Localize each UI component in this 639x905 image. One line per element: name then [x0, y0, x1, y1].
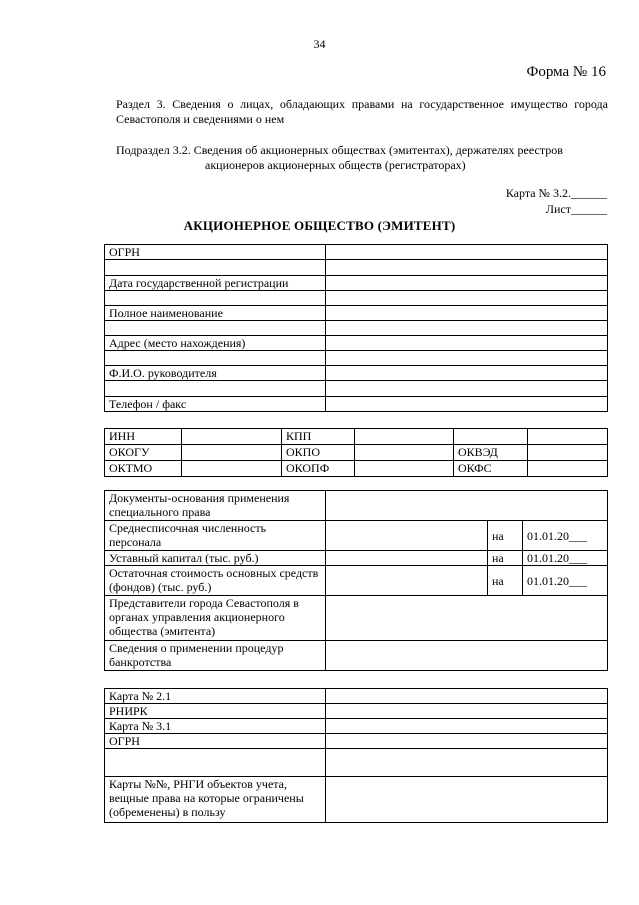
- label-address: Адрес (место нахождения): [105, 336, 326, 351]
- section-heading: Раздел 3. Сведения о лицах, обладающих правами на государственное имущество города Севастополя и сведениями о нем: [116, 97, 608, 126]
- label-rnirk: РНИРК: [105, 704, 326, 719]
- label-okved: ОКВЭД: [454, 445, 528, 461]
- label-okogu: ОКОГУ: [105, 445, 182, 461]
- label-okopf: ОКОПФ: [282, 461, 355, 477]
- field-ogrn[interactable]: [326, 245, 608, 260]
- card-number: Карта № 3.2.______: [505, 186, 607, 200]
- subsection-heading: Подраздел 3.2. Сведения об акционерных обществах (эмитентах), держателях реестров: [116, 143, 563, 157]
- field-reps[interactable]: [326, 596, 608, 641]
- field-card31[interactable]: [326, 719, 608, 734]
- field-capital-date[interactable]: 01.01.20___: [523, 551, 608, 566]
- label-on: на: [488, 521, 523, 551]
- field-reg-date[interactable]: [326, 276, 608, 291]
- label-residual: Остаточная стоимость основных средств (фондов) (тыс. руб.): [105, 566, 326, 596]
- field-okpo[interactable]: [355, 445, 454, 461]
- subsection-heading-cont: акционеров акционерных обществ (регистраторах): [205, 158, 466, 172]
- label-inn: ИНН: [105, 429, 182, 445]
- codes-table: [104, 428, 608, 477]
- label-ogrn2: ОГРН: [105, 734, 326, 749]
- label-bankruptcy: Сведения о применении процедур банкротства: [105, 641, 326, 671]
- field-phone[interactable]: [326, 397, 608, 412]
- label-ogrn: ОГРН: [105, 245, 326, 260]
- field-okfs[interactable]: [528, 461, 608, 477]
- page-number: 34: [313, 37, 326, 51]
- label-phone: Телефон / факс: [105, 397, 326, 412]
- field-staff[interactable]: [326, 521, 488, 551]
- field-residual[interactable]: [326, 566, 488, 596]
- company-info-table: [104, 244, 608, 412]
- references-table: [104, 688, 608, 823]
- label-staff: Среднесписочная численность персонала: [105, 521, 326, 551]
- field-oktmo[interactable]: [182, 461, 282, 477]
- field-okogu[interactable]: [182, 445, 282, 461]
- field-inn[interactable]: [182, 429, 282, 445]
- label-okfs: ОКФС: [454, 461, 528, 477]
- field-bankruptcy[interactable]: [326, 641, 608, 671]
- label-on: на: [488, 566, 523, 596]
- field-okved[interactable]: [528, 445, 608, 461]
- label-kpp: КПП: [282, 429, 355, 445]
- field-address[interactable]: [326, 336, 608, 351]
- field-card21[interactable]: [326, 689, 608, 704]
- field-staff-date[interactable]: 01.01.20___: [523, 521, 608, 551]
- form-number: Форма № 16: [526, 64, 606, 80]
- label-on: на: [488, 551, 523, 566]
- sheet-number: Лист______: [545, 202, 607, 216]
- label-okpo: ОКПО: [282, 445, 355, 461]
- label-full-name: Полное наименование: [105, 306, 326, 321]
- field-director[interactable]: [326, 366, 608, 381]
- field-rnirk[interactable]: [326, 704, 608, 719]
- label-docs: Документы-основания применения специального права: [105, 491, 326, 521]
- field-encumbered[interactable]: [326, 777, 608, 823]
- label-capital: Уставный капитал (тыс. руб.): [105, 551, 326, 566]
- field-ogrn2[interactable]: [326, 734, 608, 749]
- label-oktmo: ОКТМО: [105, 461, 182, 477]
- label-encumbered: Карты №№, РНГИ объектов учета, вещные права на которые ограничены (обременены) в пользу: [105, 777, 326, 823]
- financial-table: [104, 490, 608, 671]
- label-reps: Представители города Севастополя в органах управления акционерного общества (эмитента): [105, 596, 326, 641]
- label-card21: Карта № 2.1: [105, 689, 326, 704]
- label-card31: Карта № 3.1: [105, 719, 326, 734]
- field-okopf[interactable]: [355, 461, 454, 477]
- form-title: АКЦИОНЕРНОЕ ОБЩЕСТВО (ЭМИТЕНТ): [183, 218, 456, 233]
- field-kpp[interactable]: [355, 429, 454, 445]
- field-residual-date[interactable]: 01.01.20___: [523, 566, 608, 596]
- field-docs[interactable]: [326, 491, 608, 521]
- field-full-name[interactable]: [326, 306, 608, 321]
- label-director: Ф.И.О. руководителя: [105, 366, 326, 381]
- label-reg-date: Дата государственной регистрации: [105, 276, 326, 291]
- field-capital[interactable]: [326, 551, 488, 566]
